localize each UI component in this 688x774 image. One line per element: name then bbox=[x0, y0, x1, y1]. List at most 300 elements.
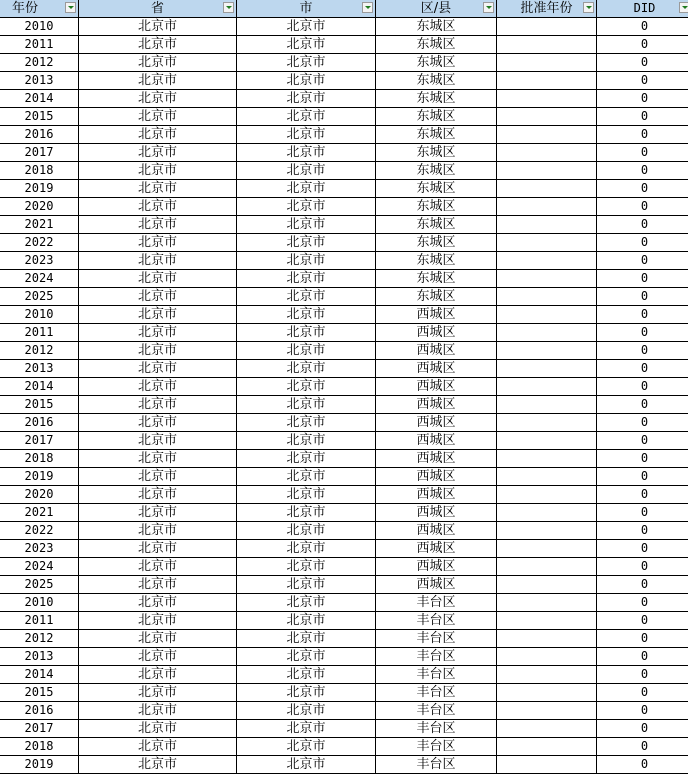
cell-did[interactable]: 0 bbox=[597, 126, 688, 144]
cell-province[interactable]: 北京市 bbox=[79, 558, 237, 576]
cell-province[interactable]: 北京市 bbox=[79, 288, 237, 306]
cell-district[interactable]: 东城区 bbox=[376, 18, 497, 36]
column-header-district[interactable] bbox=[376, 0, 497, 18]
cell-province[interactable]: 北京市 bbox=[79, 18, 237, 36]
cell-district[interactable]: 西城区 bbox=[376, 558, 497, 576]
table-body bbox=[0, 18, 688, 774]
cell-approval-year[interactable] bbox=[497, 504, 597, 522]
filter-dropdown-icon[interactable] bbox=[483, 2, 494, 13]
cell-province[interactable]: 北京市 bbox=[79, 720, 237, 738]
cell-did[interactable]: 0 bbox=[597, 612, 688, 630]
cell-province[interactable]: 北京市 bbox=[79, 486, 237, 504]
cell-district[interactable]: 西城区 bbox=[376, 378, 497, 396]
cell-approval-year[interactable] bbox=[497, 432, 597, 450]
cell-approval-year[interactable] bbox=[497, 72, 597, 90]
cell-district[interactable]: 东城区 bbox=[376, 180, 497, 198]
cell-province[interactable]: 北京市 bbox=[79, 180, 237, 198]
cell-year[interactable]: 2010 bbox=[0, 594, 79, 612]
table-row bbox=[0, 666, 688, 684]
cell-did[interactable]: 0 bbox=[597, 72, 688, 90]
cell-did[interactable]: 0 bbox=[597, 216, 688, 234]
cell-approval-year[interactable] bbox=[497, 198, 597, 216]
cell-approval-year[interactable] bbox=[497, 324, 597, 342]
cell-district[interactable]: 东城区 bbox=[376, 252, 497, 270]
cell-did[interactable]: 0 bbox=[597, 468, 688, 486]
cell-did[interactable]: 0 bbox=[597, 702, 688, 720]
cell-year[interactable]: 2012 bbox=[0, 54, 79, 72]
column-header-province[interactable] bbox=[79, 0, 237, 18]
cell-did[interactable]: 0 bbox=[597, 270, 688, 288]
cell-province[interactable]: 北京市 bbox=[79, 216, 237, 234]
cell-year[interactable]: 2011 bbox=[0, 324, 79, 342]
cell-district[interactable]: 丰台区 bbox=[376, 594, 497, 612]
header-row bbox=[0, 0, 688, 18]
cell-city[interactable]: 北京市 bbox=[237, 702, 376, 720]
cell-did[interactable]: 0 bbox=[597, 288, 688, 306]
cell-province[interactable]: 北京市 bbox=[79, 72, 237, 90]
cell-province[interactable]: 北京市 bbox=[79, 324, 237, 342]
column-header-label: 省 bbox=[150, 1, 164, 16]
cell-province[interactable]: 北京市 bbox=[79, 378, 237, 396]
cell-district[interactable]: 西城区 bbox=[376, 576, 497, 594]
cell-approval-year[interactable] bbox=[497, 378, 597, 396]
cell-year[interactable]: 2019 bbox=[0, 468, 79, 486]
cell-year[interactable]: 2024 bbox=[0, 270, 79, 288]
table-row bbox=[0, 18, 688, 36]
cell-year[interactable]: 2011 bbox=[0, 612, 79, 630]
table-row bbox=[0, 630, 688, 648]
cell-year[interactable]: 2020 bbox=[0, 198, 79, 216]
cell-city[interactable]: 北京市 bbox=[237, 558, 376, 576]
cell-city[interactable]: 北京市 bbox=[237, 396, 376, 414]
column-header-year[interactable] bbox=[0, 0, 79, 18]
cell-did[interactable]: 0 bbox=[597, 504, 688, 522]
cell-approval-year[interactable] bbox=[497, 684, 597, 702]
table-row bbox=[0, 90, 688, 108]
cell-did[interactable]: 0 bbox=[597, 342, 688, 360]
cell-year[interactable]: 2021 bbox=[0, 504, 79, 522]
cell-province[interactable]: 北京市 bbox=[79, 414, 237, 432]
cell-district[interactable]: 东城区 bbox=[376, 162, 497, 180]
cell-did[interactable]: 0 bbox=[597, 198, 688, 216]
cell-province[interactable]: 北京市 bbox=[79, 594, 237, 612]
cell-year[interactable]: 2018 bbox=[0, 162, 79, 180]
cell-district[interactable]: 东城区 bbox=[376, 270, 497, 288]
cell-did[interactable]: 0 bbox=[597, 162, 688, 180]
cell-province[interactable]: 北京市 bbox=[79, 54, 237, 72]
cell-year[interactable]: 2014 bbox=[0, 90, 79, 108]
cell-province[interactable]: 北京市 bbox=[79, 576, 237, 594]
cell-year[interactable]: 2017 bbox=[0, 432, 79, 450]
cell-district[interactable]: 东城区 bbox=[376, 36, 497, 54]
cell-approval-year[interactable] bbox=[497, 396, 597, 414]
cell-province[interactable]: 北京市 bbox=[79, 468, 237, 486]
cell-province[interactable]: 北京市 bbox=[79, 360, 237, 378]
cell-approval-year[interactable] bbox=[497, 738, 597, 756]
cell-did[interactable]: 0 bbox=[597, 648, 688, 666]
cell-city[interactable]: 北京市 bbox=[237, 648, 376, 666]
cell-did[interactable]: 0 bbox=[597, 522, 688, 540]
cell-city[interactable]: 北京市 bbox=[237, 720, 376, 738]
cell-district[interactable]: 东城区 bbox=[376, 288, 497, 306]
table-row bbox=[0, 486, 688, 504]
cell-did[interactable]: 0 bbox=[597, 630, 688, 648]
cell-did[interactable]: 0 bbox=[597, 594, 688, 612]
cell-city[interactable]: 北京市 bbox=[237, 252, 376, 270]
cell-did[interactable]: 0 bbox=[597, 684, 688, 702]
cell-year[interactable]: 2016 bbox=[0, 702, 79, 720]
cell-approval-year[interactable] bbox=[497, 144, 597, 162]
cell-did[interactable]: 0 bbox=[597, 486, 688, 504]
cell-year[interactable]: 2018 bbox=[0, 738, 79, 756]
cell-approval-year[interactable] bbox=[497, 90, 597, 108]
cell-approval-year[interactable] bbox=[497, 54, 597, 72]
cell-district[interactable]: 西城区 bbox=[376, 324, 497, 342]
column-header-did[interactable] bbox=[597, 0, 688, 18]
cell-city[interactable]: 北京市 bbox=[237, 234, 376, 252]
cell-province[interactable]: 北京市 bbox=[79, 270, 237, 288]
cell-district[interactable]: 西城区 bbox=[376, 342, 497, 360]
cell-province[interactable]: 北京市 bbox=[79, 450, 237, 468]
cell-district[interactable]: 丰台区 bbox=[376, 738, 497, 756]
cell-city[interactable]: 北京市 bbox=[237, 180, 376, 198]
cell-did[interactable]: 0 bbox=[597, 414, 688, 432]
cell-year[interactable]: 2010 bbox=[0, 18, 79, 36]
table-row bbox=[0, 378, 688, 396]
table-row bbox=[0, 648, 688, 666]
cell-year[interactable]: 2015 bbox=[0, 684, 79, 702]
cell-approval-year[interactable] bbox=[497, 126, 597, 144]
cell-year[interactable]: 2017 bbox=[0, 720, 79, 738]
cell-city[interactable]: 北京市 bbox=[237, 432, 376, 450]
cell-district[interactable]: 东城区 bbox=[376, 234, 497, 252]
cell-approval-year[interactable] bbox=[497, 306, 597, 324]
filter-dropdown-icon[interactable] bbox=[223, 2, 234, 13]
cell-city[interactable]: 北京市 bbox=[237, 324, 376, 342]
cell-did[interactable]: 0 bbox=[597, 108, 688, 126]
cell-did[interactable]: 0 bbox=[597, 18, 688, 36]
cell-year[interactable]: 2016 bbox=[0, 414, 79, 432]
cell-province[interactable]: 北京市 bbox=[79, 144, 237, 162]
cell-province[interactable]: 北京市 bbox=[79, 522, 237, 540]
cell-district[interactable]: 西城区 bbox=[376, 306, 497, 324]
table-row bbox=[0, 720, 688, 738]
cell-year[interactable]: 2019 bbox=[0, 756, 79, 774]
cell-did[interactable]: 0 bbox=[597, 144, 688, 162]
filter-dropdown-icon[interactable] bbox=[362, 2, 373, 13]
cell-year[interactable]: 2016 bbox=[0, 126, 79, 144]
cell-approval-year[interactable] bbox=[497, 450, 597, 468]
cell-city[interactable]: 北京市 bbox=[237, 162, 376, 180]
cell-city[interactable]: 北京市 bbox=[237, 18, 376, 36]
table-row bbox=[0, 342, 688, 360]
cell-approval-year[interactable] bbox=[497, 720, 597, 738]
cell-did[interactable]: 0 bbox=[597, 378, 688, 396]
table-row bbox=[0, 216, 688, 234]
column-header-city[interactable] bbox=[237, 0, 376, 18]
table-row bbox=[0, 594, 688, 612]
cell-city[interactable]: 北京市 bbox=[237, 378, 376, 396]
cell-city[interactable]: 北京市 bbox=[237, 72, 376, 90]
cell-city[interactable]: 北京市 bbox=[237, 342, 376, 360]
cell-district[interactable]: 西城区 bbox=[376, 450, 497, 468]
cell-year[interactable]: 2017 bbox=[0, 144, 79, 162]
cell-approval-year[interactable] bbox=[497, 162, 597, 180]
cell-did[interactable]: 0 bbox=[597, 180, 688, 198]
table-row bbox=[0, 414, 688, 432]
cell-did[interactable]: 0 bbox=[597, 666, 688, 684]
cell-did[interactable]: 0 bbox=[597, 90, 688, 108]
cell-province[interactable]: 北京市 bbox=[79, 198, 237, 216]
cell-year[interactable]: 2011 bbox=[0, 36, 79, 54]
table-row bbox=[0, 612, 688, 630]
cell-approval-year[interactable] bbox=[497, 270, 597, 288]
cell-year[interactable]: 2023 bbox=[0, 540, 79, 558]
cell-district[interactable]: 东城区 bbox=[376, 72, 497, 90]
cell-did[interactable]: 0 bbox=[597, 396, 688, 414]
table-row bbox=[0, 738, 688, 756]
cell-district[interactable]: 丰台区 bbox=[376, 612, 497, 630]
cell-city[interactable]: 北京市 bbox=[237, 504, 376, 522]
cell-did[interactable]: 0 bbox=[597, 540, 688, 558]
cell-approval-year[interactable] bbox=[497, 486, 597, 504]
cell-district[interactable]: 西城区 bbox=[376, 504, 497, 522]
cell-approval-year[interactable] bbox=[497, 342, 597, 360]
cell-year[interactable]: 2023 bbox=[0, 252, 79, 270]
cell-city[interactable]: 北京市 bbox=[237, 144, 376, 162]
cell-city[interactable]: 北京市 bbox=[237, 270, 376, 288]
cell-district[interactable]: 东城区 bbox=[376, 54, 497, 72]
cell-district[interactable]: 西城区 bbox=[376, 486, 497, 504]
cell-district[interactable]: 西城区 bbox=[376, 540, 497, 558]
cell-province[interactable]: 北京市 bbox=[79, 756, 237, 774]
cell-did[interactable]: 0 bbox=[597, 756, 688, 774]
cell-district[interactable]: 东城区 bbox=[376, 198, 497, 216]
cell-district[interactable]: 西城区 bbox=[376, 360, 497, 378]
cell-city[interactable]: 北京市 bbox=[237, 36, 376, 54]
cell-year[interactable]: 2015 bbox=[0, 108, 79, 126]
cell-approval-year[interactable] bbox=[497, 216, 597, 234]
cell-district[interactable]: 丰台区 bbox=[376, 684, 497, 702]
cell-year[interactable]: 2012 bbox=[0, 630, 79, 648]
cell-year[interactable]: 2010 bbox=[0, 306, 79, 324]
cell-city[interactable]: 北京市 bbox=[237, 666, 376, 684]
cell-city[interactable]: 北京市 bbox=[237, 126, 376, 144]
cell-district[interactable]: 西城区 bbox=[376, 414, 497, 432]
cell-city[interactable]: 北京市 bbox=[237, 522, 376, 540]
cell-city[interactable]: 北京市 bbox=[237, 414, 376, 432]
cell-province[interactable]: 北京市 bbox=[79, 36, 237, 54]
cell-approval-year[interactable] bbox=[497, 522, 597, 540]
cell-city[interactable]: 北京市 bbox=[237, 486, 376, 504]
cell-province[interactable]: 北京市 bbox=[79, 684, 237, 702]
cell-approval-year[interactable] bbox=[497, 108, 597, 126]
table-row bbox=[0, 468, 688, 486]
cell-city[interactable]: 北京市 bbox=[237, 738, 376, 756]
cell-did[interactable]: 0 bbox=[597, 324, 688, 342]
column-header-label: 批准年份 bbox=[520, 1, 573, 16]
cell-province[interactable]: 北京市 bbox=[79, 396, 237, 414]
cell-approval-year[interactable] bbox=[497, 666, 597, 684]
cell-approval-year[interactable] bbox=[497, 468, 597, 486]
cell-city[interactable]: 北京市 bbox=[237, 288, 376, 306]
cell-city[interactable]: 北京市 bbox=[237, 108, 376, 126]
cell-approval-year[interactable] bbox=[497, 558, 597, 576]
cell-province[interactable]: 北京市 bbox=[79, 234, 237, 252]
cell-year[interactable]: 2015 bbox=[0, 396, 79, 414]
cell-district[interactable]: 丰台区 bbox=[376, 648, 497, 666]
cell-year[interactable]: 2025 bbox=[0, 288, 79, 306]
cell-city[interactable]: 北京市 bbox=[237, 576, 376, 594]
cell-did[interactable]: 0 bbox=[597, 360, 688, 378]
cell-city[interactable]: 北京市 bbox=[237, 450, 376, 468]
filter-dropdown-icon[interactable] bbox=[679, 2, 688, 13]
cell-approval-year[interactable] bbox=[497, 360, 597, 378]
cell-year[interactable]: 2013 bbox=[0, 72, 79, 90]
cell-approval-year[interactable] bbox=[497, 414, 597, 432]
cell-year[interactable]: 2025 bbox=[0, 576, 79, 594]
cell-district[interactable]: 西城区 bbox=[376, 396, 497, 414]
cell-year[interactable]: 2012 bbox=[0, 342, 79, 360]
cell-district[interactable]: 东城区 bbox=[376, 90, 497, 108]
cell-province[interactable]: 北京市 bbox=[79, 504, 237, 522]
cell-city[interactable]: 北京市 bbox=[237, 216, 376, 234]
cell-year[interactable]: 2014 bbox=[0, 378, 79, 396]
cell-city[interactable]: 北京市 bbox=[237, 684, 376, 702]
cell-province[interactable]: 北京市 bbox=[79, 540, 237, 558]
cell-did[interactable]: 0 bbox=[597, 432, 688, 450]
filter-dropdown-icon[interactable] bbox=[65, 2, 76, 13]
cell-year[interactable]: 2019 bbox=[0, 180, 79, 198]
cell-province[interactable]: 北京市 bbox=[79, 666, 237, 684]
table-row bbox=[0, 324, 688, 342]
cell-province[interactable]: 北京市 bbox=[79, 738, 237, 756]
cell-approval-year[interactable] bbox=[497, 756, 597, 774]
table-row bbox=[0, 522, 688, 540]
cell-approval-year[interactable] bbox=[497, 648, 597, 666]
cell-district[interactable]: 西城区 bbox=[376, 522, 497, 540]
cell-did[interactable]: 0 bbox=[597, 558, 688, 576]
cell-approval-year[interactable] bbox=[497, 288, 597, 306]
cell-province[interactable]: 北京市 bbox=[79, 306, 237, 324]
cell-district[interactable]: 东城区 bbox=[376, 126, 497, 144]
table-row bbox=[0, 684, 688, 702]
cell-district[interactable]: 丰台区 bbox=[376, 630, 497, 648]
cell-province[interactable]: 北京市 bbox=[79, 630, 237, 648]
cell-approval-year[interactable] bbox=[497, 36, 597, 54]
cell-approval-year[interactable] bbox=[497, 630, 597, 648]
cell-city[interactable]: 北京市 bbox=[237, 360, 376, 378]
cell-did[interactable]: 0 bbox=[597, 54, 688, 72]
cell-district[interactable]: 西城区 bbox=[376, 432, 497, 450]
table-row bbox=[0, 126, 688, 144]
table-row bbox=[0, 54, 688, 72]
cell-district[interactable]: 西城区 bbox=[376, 468, 497, 486]
cell-province[interactable]: 北京市 bbox=[79, 648, 237, 666]
cell-province[interactable]: 北京市 bbox=[79, 108, 237, 126]
cell-approval-year[interactable] bbox=[497, 252, 597, 270]
table-row bbox=[0, 576, 688, 594]
cell-province[interactable]: 北京市 bbox=[79, 342, 237, 360]
table-row bbox=[0, 450, 688, 468]
cell-did[interactable]: 0 bbox=[597, 306, 688, 324]
table-row bbox=[0, 288, 688, 306]
cell-province[interactable]: 北京市 bbox=[79, 162, 237, 180]
cell-year[interactable]: 2021 bbox=[0, 216, 79, 234]
column-header-label: 区/县 bbox=[420, 1, 452, 16]
filter-dropdown-icon[interactable] bbox=[583, 2, 594, 13]
cell-year[interactable]: 2013 bbox=[0, 360, 79, 378]
cell-city[interactable]: 北京市 bbox=[237, 612, 376, 630]
cell-approval-year[interactable] bbox=[497, 18, 597, 36]
cell-city[interactable]: 北京市 bbox=[237, 756, 376, 774]
cell-province[interactable]: 北京市 bbox=[79, 612, 237, 630]
cell-district[interactable]: 东城区 bbox=[376, 216, 497, 234]
table-row bbox=[0, 144, 688, 162]
cell-district[interactable]: 东城区 bbox=[376, 144, 497, 162]
cell-approval-year[interactable] bbox=[497, 612, 597, 630]
cell-district[interactable]: 丰台区 bbox=[376, 756, 497, 774]
cell-did[interactable]: 0 bbox=[597, 450, 688, 468]
cell-year[interactable]: 2013 bbox=[0, 648, 79, 666]
cell-year[interactable]: 2018 bbox=[0, 450, 79, 468]
cell-did[interactable]: 0 bbox=[597, 36, 688, 54]
cell-city[interactable]: 北京市 bbox=[237, 630, 376, 648]
cell-approval-year[interactable] bbox=[497, 180, 597, 198]
cell-year[interactable]: 2022 bbox=[0, 522, 79, 540]
cell-district[interactable]: 丰台区 bbox=[376, 666, 497, 684]
cell-city[interactable]: 北京市 bbox=[237, 306, 376, 324]
table-row bbox=[0, 270, 688, 288]
table-row bbox=[0, 504, 688, 522]
cell-province[interactable]: 北京市 bbox=[79, 432, 237, 450]
cell-city[interactable]: 北京市 bbox=[237, 54, 376, 72]
cell-approval-year[interactable] bbox=[497, 234, 597, 252]
cell-year[interactable]: 2014 bbox=[0, 666, 79, 684]
cell-did[interactable]: 0 bbox=[597, 720, 688, 738]
cell-province[interactable]: 北京市 bbox=[79, 702, 237, 720]
cell-approval-year[interactable] bbox=[497, 594, 597, 612]
cell-did[interactable]: 0 bbox=[597, 234, 688, 252]
column-header-label: 年份 bbox=[12, 1, 39, 16]
cell-province[interactable]: 北京市 bbox=[79, 126, 237, 144]
cell-district[interactable]: 丰台区 bbox=[376, 702, 497, 720]
cell-city[interactable]: 北京市 bbox=[237, 198, 376, 216]
cell-approval-year[interactable] bbox=[497, 540, 597, 558]
cell-approval-year[interactable] bbox=[497, 576, 597, 594]
cell-did[interactable]: 0 bbox=[597, 738, 688, 756]
cell-did[interactable]: 0 bbox=[597, 252, 688, 270]
cell-city[interactable]: 北京市 bbox=[237, 468, 376, 486]
cell-city[interactable]: 北京市 bbox=[237, 540, 376, 558]
column-header-approval-year[interactable] bbox=[497, 0, 597, 18]
table-row bbox=[0, 36, 688, 54]
cell-district[interactable]: 东城区 bbox=[376, 108, 497, 126]
cell-year[interactable]: 2020 bbox=[0, 486, 79, 504]
cell-province[interactable]: 北京市 bbox=[79, 90, 237, 108]
cell-province[interactable]: 北京市 bbox=[79, 252, 237, 270]
table-row bbox=[0, 162, 688, 180]
cell-did[interactable]: 0 bbox=[597, 576, 688, 594]
cell-district[interactable]: 丰台区 bbox=[376, 720, 497, 738]
cell-year[interactable]: 2024 bbox=[0, 558, 79, 576]
cell-year[interactable]: 2022 bbox=[0, 234, 79, 252]
cell-city[interactable]: 北京市 bbox=[237, 90, 376, 108]
cell-approval-year[interactable] bbox=[497, 702, 597, 720]
cell-city[interactable]: 北京市 bbox=[237, 594, 376, 612]
column-header-label: DID bbox=[633, 1, 656, 15]
table-row bbox=[0, 396, 688, 414]
